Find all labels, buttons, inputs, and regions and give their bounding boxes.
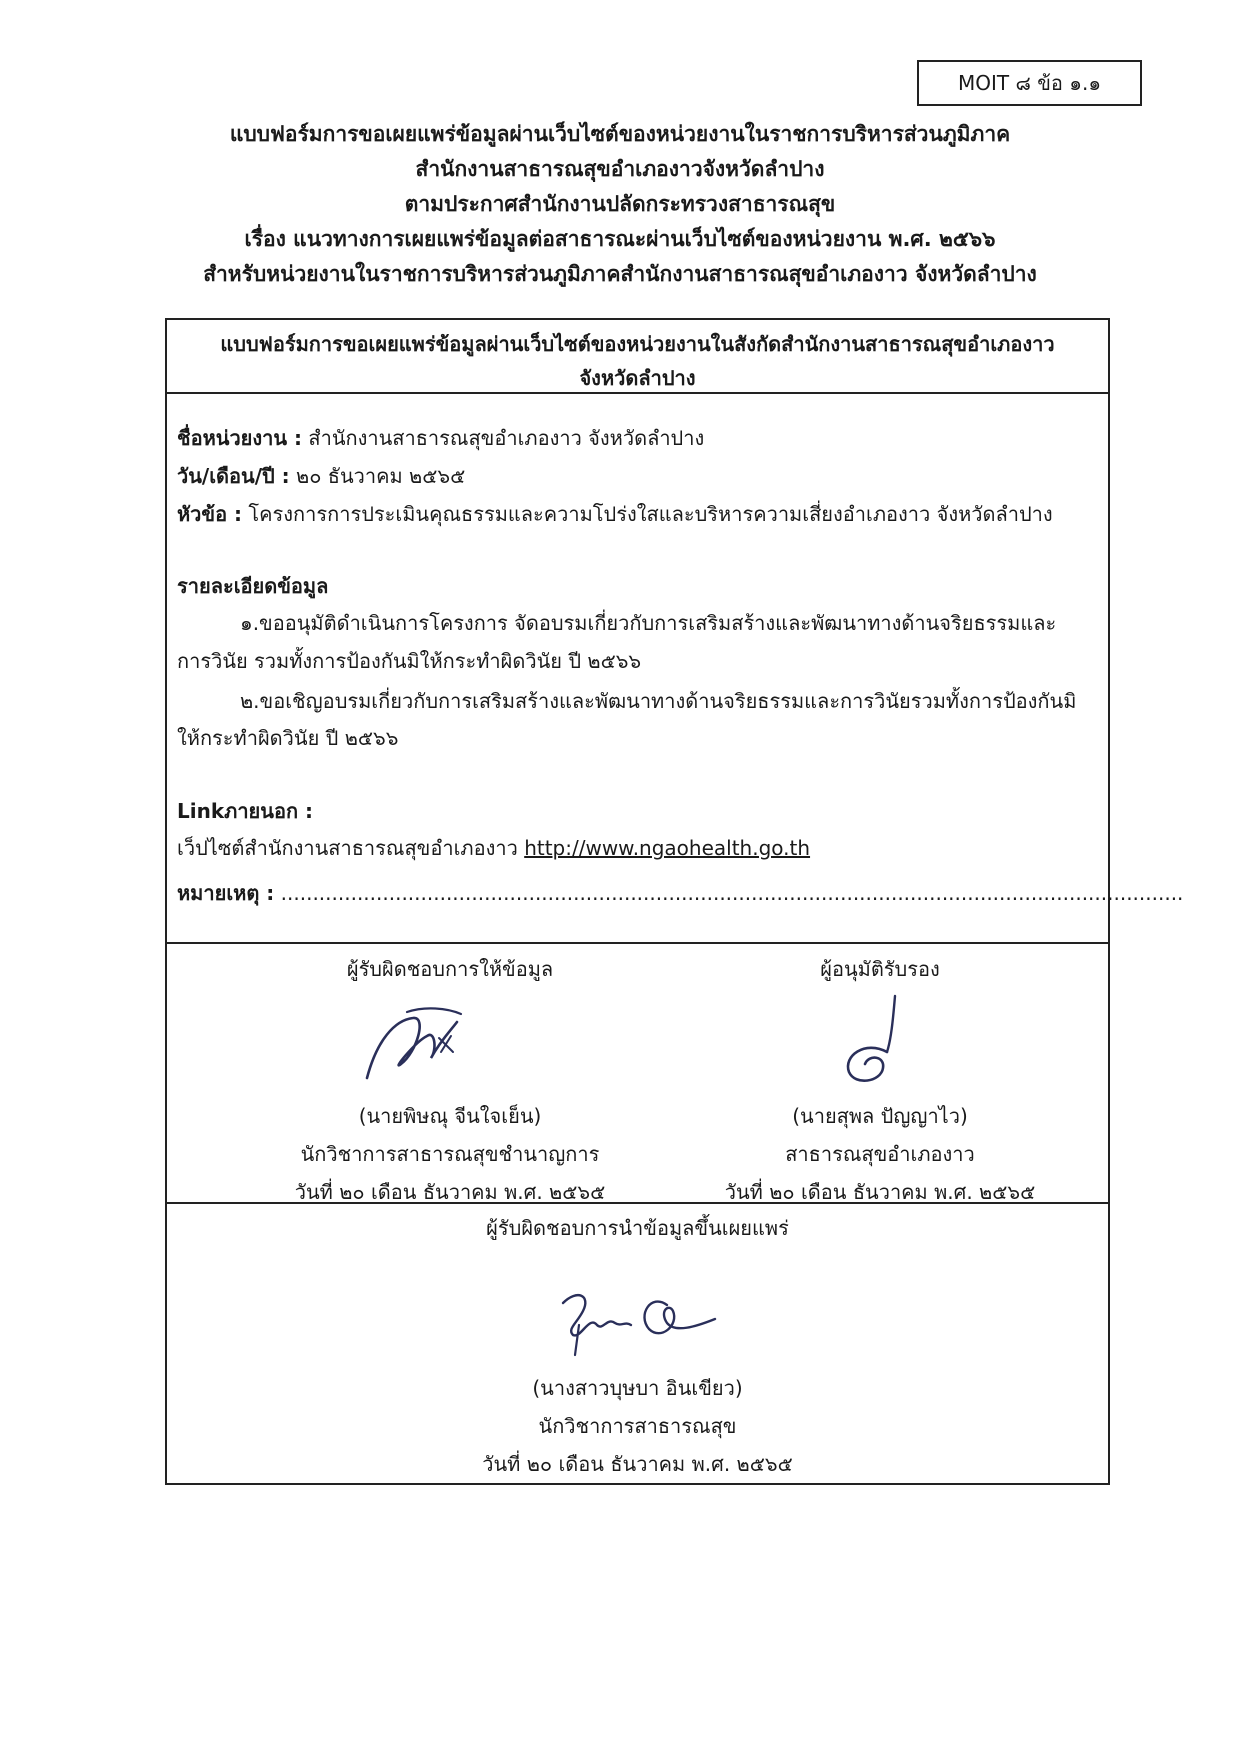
topic-label: หัวข้อ : — [177, 502, 243, 526]
approver-position: สาธารณสุขอำเภองาว — [785, 1142, 975, 1166]
remark-label: หมายเหตุ : — [177, 881, 275, 905]
topic-row — [177, 498, 1053, 530]
agency-value: สำนักงานสาธารณสุขอำเภองาว จังหวัดลำปาง — [302, 426, 705, 450]
agency-row — [177, 422, 704, 454]
remark-row — [177, 877, 1183, 909]
external-link-label: Linkภายนอก : — [177, 799, 314, 823]
header-line-3: ตามประกาศสำนักงานปลัดกระทรวงสาธารณสุข — [404, 192, 836, 216]
approver-signature-icon — [835, 990, 915, 1090]
header-line-5: สำหรับหน่วยงานในราชการบริหารส่วนภูมิภาคสำนักงานสาธารณสุขอำเภองาว จังหวัดลำปาง — [203, 262, 1037, 286]
publisher-signature-icon — [555, 1285, 725, 1360]
topic-value: โครงการการประเมินคุณธรรมและความโปร่งใสและบริหารความเสี่ยงอำเภองาว จังหวัดลำปาง — [242, 502, 1053, 526]
external-link-row — [177, 832, 810, 864]
details-line-3: ๒.ขอเชิญอบรมเกี่ยวกับการเสริมสร้างและพัฒนาทางด้านจริยธรรมและการวินัยรวมทั้งการป้องกันมิ — [240, 689, 1077, 713]
external-link-prefix: เว็ปไซต์สำนักงานสาธารณสุขอำเภองาว — [177, 836, 525, 860]
remark-value: .............................................................................................................................................. — [274, 881, 1184, 905]
external-link-url[interactable]: http://www.ngaohealth.go.th — [524, 836, 811, 860]
publisher-title: ผู้รับผิดชอบการนำข้อมูลขึ้นเผยแพร่ — [486, 1216, 789, 1240]
provider-date: วันที่ ๒๐ เดือน ธันวาคม พ.ศ. ๒๕๖๕ — [294, 1180, 606, 1204]
form-title-line-1: แบบฟอร์มการขอเผยแพร่ข้อมูลผ่านเว็บไซต์ของหน่วยงานในสังกัดสำนักงานสาธารณสุขอำเภองาว — [220, 332, 1055, 356]
approver-title: ผู้อนุมัติรับรอง — [820, 957, 940, 981]
publisher-date: วันที่ ๒๐ เดือน ธันวาคม พ.ศ. ๒๕๖๕ — [482, 1452, 793, 1476]
document-code-box: MOIT ๘ ข้อ ๑.๑ — [917, 60, 1142, 106]
approver-name: (นายสุพล ปัญญาไว) — [792, 1104, 968, 1128]
publisher-name: (นางสาวบุษบา อินเขียว) — [532, 1376, 743, 1400]
details-line-1: ๑.ขออนุมัติดำเนินการโครงการ จัดอบรมเกี่ยวกับการเสริมสร้างและพัฒนาทางด้านจริยธรรมและ — [240, 611, 1057, 635]
provider-title: ผู้รับผิดชอบการให้ข้อมูล — [346, 957, 554, 981]
header-line-2: สำนักงานสาธารณสุขอำเภองาวจังหวัดลำปาง — [415, 157, 825, 181]
divider-details — [165, 942, 1110, 944]
provider-name: (นายพิษณุ จีนใจเย็น) — [358, 1104, 542, 1128]
header-line-4: เรื่อง แนวทางการเผยแพร่ข้อมูลต่อสาธารณะผ่านเว็บไซต์ของหน่วยงาน พ.ศ. ๒๕๖๖ — [244, 227, 996, 251]
approver-date: วันที่ ๒๐ เดือน ธันวาคม พ.ศ. ๒๕๖๕ — [724, 1180, 1036, 1204]
details-line-4: ให้กระทำผิดวินัย ปี ๒๕๖๖ — [177, 726, 399, 750]
publisher-position: นักวิชาการสาธารณสุข — [538, 1414, 737, 1438]
date-value: ๒๐ ธันวาคม ๒๕๖๕ — [289, 464, 466, 488]
details-line-2: การวินัย รวมทั้งการป้องกันมิให้กระทำผิดวินัย ปี ๒๕๖๖ — [177, 649, 642, 673]
agency-label: ชื่อหน่วยงาน : — [177, 426, 303, 450]
form-title-line-2: จังหวัดลำปาง — [579, 366, 696, 390]
details-heading: รายละเอียดข้อมูล — [177, 574, 329, 598]
date-row — [177, 460, 465, 492]
date-label: วัน/เดือน/ปี : — [177, 464, 290, 488]
header-line-1: แบบฟอร์มการขอเผยแพร่ข้อมูลผ่านเว็บไซต์ของหน่วยงานในราชการบริหารส่วนภูมิภาค — [229, 122, 1011, 146]
provider-signature-icon — [355, 1000, 465, 1085]
provider-position: นักวิชาการสาธารณสุขชำนาญการ — [300, 1142, 600, 1166]
